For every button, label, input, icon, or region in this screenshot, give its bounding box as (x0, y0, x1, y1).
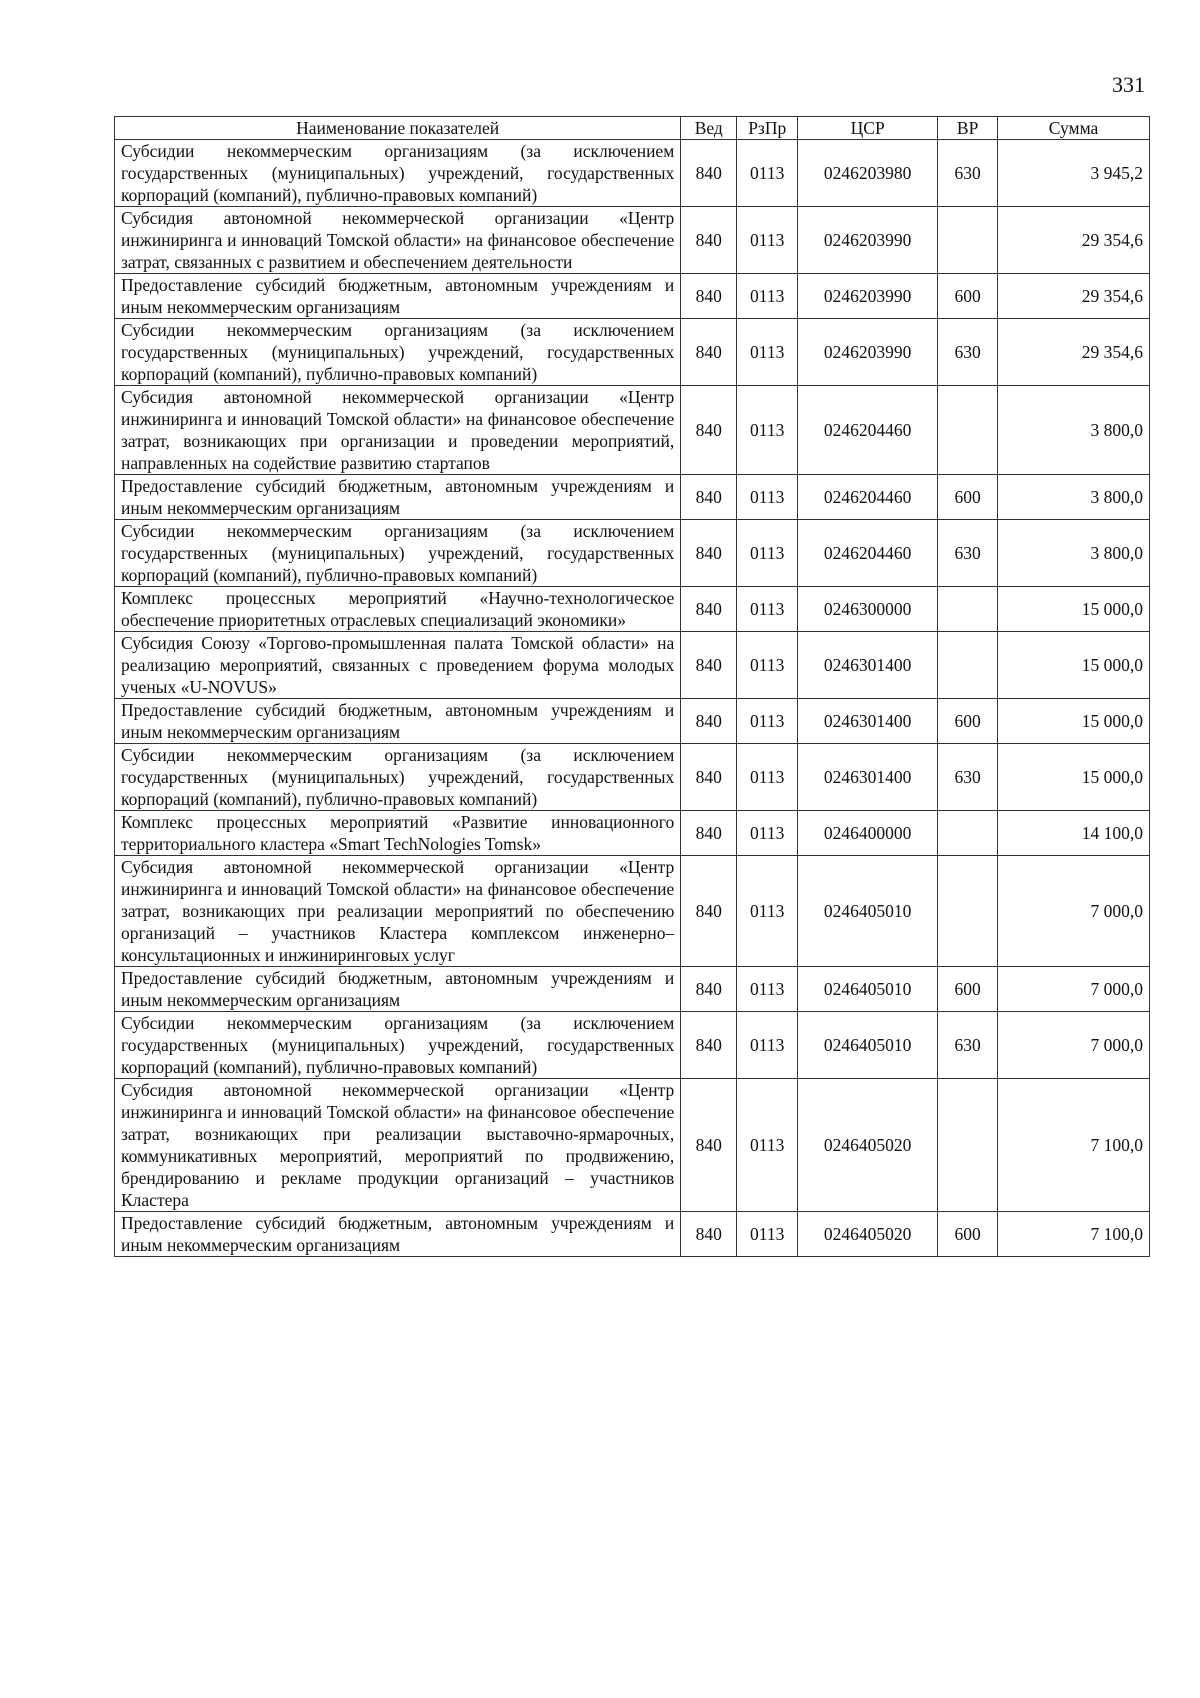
row-rzpr: 0113 (737, 274, 798, 319)
row-ved: 840 (681, 1212, 737, 1257)
row-csr: 0246204460 (798, 475, 938, 520)
header-ved: Вед (681, 117, 737, 140)
row-rzpr: 0113 (737, 1012, 798, 1079)
table-row (115, 744, 1150, 811)
row-vr: 600 (938, 967, 998, 1012)
row-csr: 0246300000 (798, 587, 938, 632)
table-row (115, 520, 1150, 587)
row-name: Субсидии некоммерческим организациям (за исключением государственных (муниципальных) учреждений, государственных корпораций (компаний), публично-правовых компаний) (115, 319, 681, 386)
table-row (115, 632, 1150, 699)
row-sum: 3 800,0 (998, 386, 1150, 475)
row-vr (938, 386, 998, 475)
table-row (115, 274, 1150, 319)
row-name: Предоставление субсидий бюджетным, автономным учреждениям и иным некоммерческим организациям (115, 475, 681, 520)
row-csr: 0246203990 (798, 207, 938, 274)
header-sum: Сумма (998, 117, 1150, 140)
row-csr: 0246203980 (798, 140, 938, 207)
table-row (115, 587, 1150, 632)
row-ved: 840 (681, 744, 737, 811)
row-rzpr: 0113 (737, 632, 798, 699)
row-vr (938, 1079, 998, 1212)
row-name: Субсидия автономной некоммерческой организации «Центр инжиниринга и инноваций Томской области» на финансовое обеспечение затрат, возникающих при организации и проведении мероприятий, направленных на содействие развитию стартапов (115, 386, 681, 475)
table-row (115, 140, 1150, 207)
row-ved: 840 (681, 1012, 737, 1079)
table-row (115, 1079, 1150, 1212)
row-ved: 840 (681, 274, 737, 319)
row-name: Предоставление субсидий бюджетным, автономным учреждениям и иным некоммерческим организациям (115, 967, 681, 1012)
row-name: Предоставление субсидий бюджетным, автономным учреждениям и иным некоммерческим организациям (115, 1212, 681, 1257)
row-vr: 600 (938, 475, 998, 520)
row-rzpr: 0113 (737, 1079, 798, 1212)
row-vr (938, 632, 998, 699)
row-ved: 840 (681, 587, 737, 632)
row-name: Предоставление субсидий бюджетным, автономным учреждениям и иным некоммерческим организациям (115, 274, 681, 319)
row-rzpr: 0113 (737, 207, 798, 274)
row-name: Субсидии некоммерческим организациям (за исключением государственных (муниципальных) учреждений, государственных корпораций (компаний), публично-правовых компаний) (115, 744, 681, 811)
row-vr: 630 (938, 319, 998, 386)
row-rzpr: 0113 (737, 744, 798, 811)
row-ved: 840 (681, 140, 737, 207)
row-sum: 7 000,0 (998, 1012, 1150, 1079)
row-name: Предоставление субсидий бюджетным, автономным учреждениям и иным некоммерческим организациям (115, 699, 681, 744)
row-rzpr: 0113 (737, 520, 798, 587)
row-name: Комплекс процессных мероприятий «Развитие инновационного территориального кластера «Smart TechNologies Tomsk» (115, 811, 681, 856)
row-csr: 0246405010 (798, 1012, 938, 1079)
row-csr: 0246400000 (798, 811, 938, 856)
row-vr: 630 (938, 140, 998, 207)
row-name: Субсидии некоммерческим организациям (за исключением государственных (муниципальных) учреждений, государственных корпораций (компаний), публично-правовых компаний) (115, 1012, 681, 1079)
row-ved: 840 (681, 1079, 737, 1212)
row-vr (938, 587, 998, 632)
row-csr: 0246204460 (798, 520, 938, 587)
table-header-row (115, 117, 1150, 140)
row-vr: 630 (938, 1012, 998, 1079)
row-vr (938, 811, 998, 856)
table-row (115, 1012, 1150, 1079)
row-csr: 0246405020 (798, 1212, 938, 1257)
table-row (115, 386, 1150, 475)
row-name: Субсидии некоммерческим организациям (за исключением государственных (муниципальных) учреждений, государственных корпораций (компаний), публично-правовых компаний) (115, 520, 681, 587)
row-vr: 630 (938, 520, 998, 587)
header-csr: ЦСР (798, 117, 938, 140)
row-sum: 29 354,6 (998, 207, 1150, 274)
row-csr: 0246301400 (798, 699, 938, 744)
row-sum: 15 000,0 (998, 587, 1150, 632)
row-sum: 14 100,0 (998, 811, 1150, 856)
row-name: Субсидия Союзу «Торгово-промышленная палата Томской области» на реализацию мероприятий, связанных с проведением форума молодых ученых «U-NOVUS» (115, 632, 681, 699)
row-rzpr: 0113 (737, 1212, 798, 1257)
row-name: Субсидия автономной некоммерческой организации «Центр инжиниринга и инноваций Томской области» на финансовое обеспечение затрат, связанных с развитием и обеспечением деятельности (115, 207, 681, 274)
row-sum: 15 000,0 (998, 699, 1150, 744)
row-csr: 0246405010 (798, 967, 938, 1012)
row-csr: 0246203990 (798, 319, 938, 386)
row-csr: 0246405020 (798, 1079, 938, 1212)
row-sum: 29 354,6 (998, 274, 1150, 319)
header-vr: ВР (938, 117, 998, 140)
row-sum: 7 100,0 (998, 1212, 1150, 1257)
table-row (115, 699, 1150, 744)
row-rzpr: 0113 (737, 386, 798, 475)
header-rzpr: РзПр (737, 117, 798, 140)
table-row (115, 1212, 1150, 1257)
row-ved: 840 (681, 856, 737, 967)
row-rzpr: 0113 (737, 140, 798, 207)
budget-table (114, 116, 1150, 1257)
row-ved: 840 (681, 967, 737, 1012)
row-sum: 7 100,0 (998, 1079, 1150, 1212)
table-row (115, 207, 1150, 274)
page-number: 331 (1112, 72, 1145, 97)
row-rzpr: 0113 (737, 587, 798, 632)
row-sum: 3 945,2 (998, 140, 1150, 207)
row-vr: 600 (938, 699, 998, 744)
row-rzpr: 0113 (737, 475, 798, 520)
row-sum: 3 800,0 (998, 475, 1150, 520)
row-ved: 840 (681, 207, 737, 274)
row-ved: 840 (681, 632, 737, 699)
row-vr: 630 (938, 744, 998, 811)
table-row (115, 967, 1150, 1012)
row-ved: 840 (681, 811, 737, 856)
row-csr: 0246204460 (798, 386, 938, 475)
row-ved: 840 (681, 475, 737, 520)
row-vr: 600 (938, 274, 998, 319)
row-sum: 7 000,0 (998, 967, 1150, 1012)
row-sum: 7 000,0 (998, 856, 1150, 967)
row-vr: 600 (938, 1212, 998, 1257)
row-ved: 840 (681, 520, 737, 587)
row-vr (938, 856, 998, 967)
row-csr: 0246405010 (798, 856, 938, 967)
row-rzpr: 0113 (737, 699, 798, 744)
row-csr: 0246301400 (798, 632, 938, 699)
row-vr (938, 207, 998, 274)
row-sum: 15 000,0 (998, 744, 1150, 811)
row-name: Субсидия автономной некоммерческой организации «Центр инжиниринга и инноваций Томской области» на финансовое обеспечение затрат, возникающих при реализации выставочно-ярмарочных, коммуникативных мероприятий, мероприятий по продвижению, брендированию и рекламе продукции организаций – участников Кластера (115, 1079, 681, 1212)
row-rzpr: 0113 (737, 811, 798, 856)
row-name: Субсидия автономной некоммерческой организации «Центр инжиниринга и инноваций Томской области» на финансовое обеспечение затрат, возникающих при реализации мероприятий по обеспечению организаций – участников Кластера комплексом инженерно–консультационных и инжиниринговых услуг (115, 856, 681, 967)
row-ved: 840 (681, 319, 737, 386)
row-csr: 0246301400 (798, 744, 938, 811)
row-sum: 3 800,0 (998, 520, 1150, 587)
row-rzpr: 0113 (737, 319, 798, 386)
row-name: Субсидии некоммерческим организациям (за исключением государственных (муниципальных) учреждений, государственных корпораций (компаний), публично-правовых компаний) (115, 140, 681, 207)
table-row (115, 319, 1150, 386)
row-sum: 29 354,6 (998, 319, 1150, 386)
row-rzpr: 0113 (737, 856, 798, 967)
row-csr: 0246203990 (798, 274, 938, 319)
header-name: Наименование показателей (115, 117, 681, 140)
row-rzpr: 0113 (737, 967, 798, 1012)
row-sum: 15 000,0 (998, 632, 1150, 699)
row-name: Комплекс процессных мероприятий «Научно-технологическое обеспечение приоритетных отраслевых специализаций экономики» (115, 587, 681, 632)
table-row (115, 856, 1150, 967)
row-ved: 840 (681, 386, 737, 475)
row-ved: 840 (681, 699, 737, 744)
table-row (115, 811, 1150, 856)
table-row (115, 475, 1150, 520)
